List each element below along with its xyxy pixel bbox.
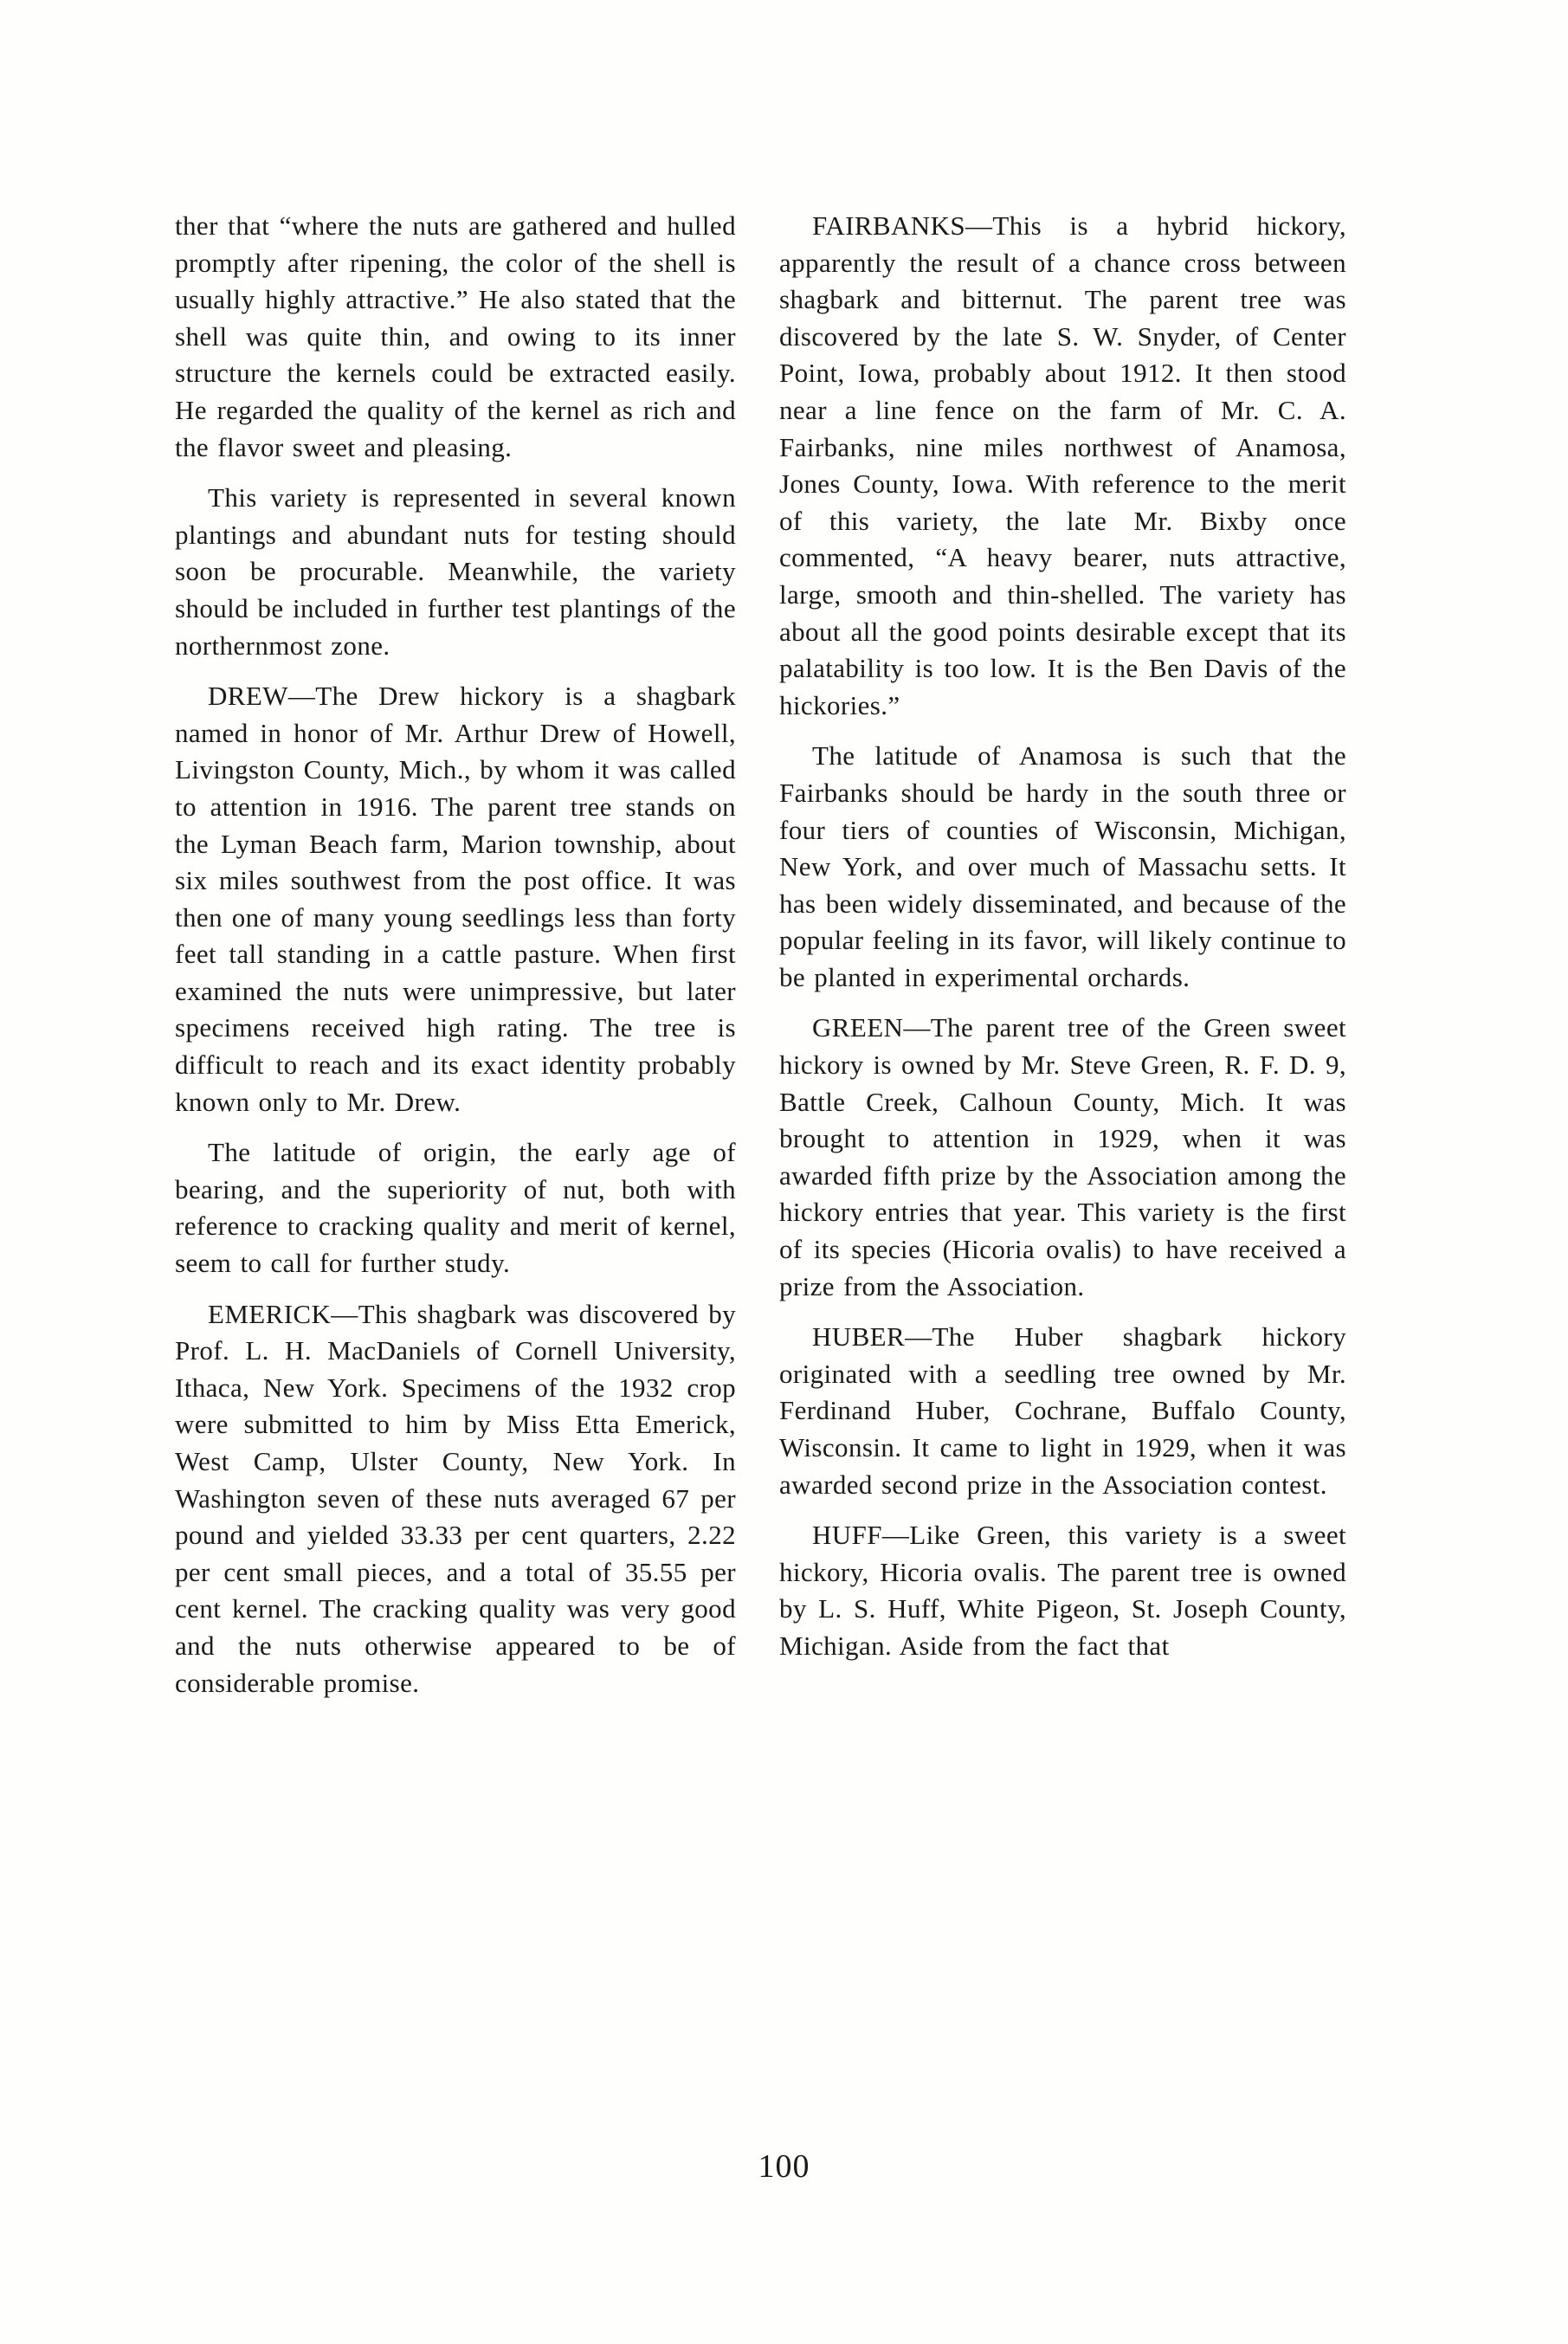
left-column (175, 208, 736, 1715)
paragraph-emerick: EMERICK—This shagbark was discovered by Prof. L. H. MacDaniels of Cornell University, Ithaca, New York. Specimens of the 1932 crop were submitted to him by Miss Etta Emerick, West Camp, Ulster County, New York. In Washington seven of these nuts averaged 67 per pound and yielded 33.33 per cent quarters, 2.22 per cent small pieces, and a total of 35.55 per cent kernel. The cracking quality was very good and the nuts otherwise appeared to be of considerable promise. (175, 1298, 736, 1698)
paragraph-drew: DREW—The Drew hickory is a shagbark named in honor of Mr. Arthur Drew of Howell, Livingston County, Mich., by whom it was called to attention in 1916. The parent tree stands on the Lyman Beach farm, Marion township, about six miles southwest from the post office. It was then one of many young seedlings less than forty feet tall standing in a cattle pasture. When first examined the nuts were unimpressive, but later specimens received high rating. The tree is difficult to reach and its exact identity probably known only to Mr. Drew. (175, 681, 736, 1117)
paragraph-fairbanks-latitude: The latitude of Anamosa is such that the Fairbanks should be hardy in the south three or four tiers of counties of Wisconsin, Michigan, New York, and over much of Massachu setts. It has been widely disseminated, and because of the popular feeling in its favor, will likely continue to be planted in experimental orchards. (779, 740, 1346, 992)
paragraph-green: GREEN—The parent tree of the Green sweet hickory is owned by Mr. Steve Green, R. F. D. 9, Battle Creek, Calhoun County, Mich. It was brought to attention in 1929, when it was awarded fifth prize by the Association among the hickory entries that year. This variety is the first of its species (Hicoria ovalis) to have received a prize from the Association. (779, 1012, 1346, 1301)
paragraph-variety-planting: This variety is represented in several known plantings and abundant nuts for testing should soon be procurable. Meanwhile, the variety should be included in further test plantings of the northernmost zone. (175, 482, 736, 661)
paragraph-fairbanks: FAIRBANKS—This is a hybrid hickory, apparently the result of a chance cross between shagbark and bitternut. The parent tree was discovered by the late S. W. Snyder, of Center Point, Iowa, probably about 1912. It then stood near a line fence on the farm of Mr. C. A. Fairbanks, nine miles northwest of Anamosa, Jones County, Iowa. With reference to the merit of this variety, the late Mr. Bixby once commented, “A heavy bearer, nuts attractive, large, smooth and thin-shelled. The variety has about all the good points desirable except that its palatability is too low. It is the Ben Davis of the hickories.” (779, 210, 1346, 720)
right-column (779, 208, 1346, 1679)
paragraph-huff: HUFF—Like Green, this variety is a sweet hickory, Hicoria ovalis. The parent tree is owned by L. S. Huff, White Pigeon, St. Joseph County, Michigan. Aside from the fact that (779, 1520, 1346, 1661)
paragraph-drew-latitude: The latitude of origin, the early age of bearing, and the superiority of nut, both with reference to cracking quality and merit of kernel, seem to call for further study. (175, 1137, 736, 1279)
paragraph-huber: HUBER—The Huber shagbark hickory originated with a seedling tree owned by Mr. Ferdinand Huber, Cochrane, Buffalo County, Wisconsin. It came to light in 1929, when it was awarded second prize in the Association contest. (779, 1321, 1346, 1500)
paragraph-continuation: ther that “where the nuts are gathered and hulled promptly after ripening, the color of the shell is usually highly attractive.” He also stated that the shell was quite thin, and owing to its inner structure the kernels could be extracted easily. He regarded the quality of the kernel as rich and the flavor sweet and pleasing. (175, 210, 736, 462)
page-number: 100 (758, 2148, 810, 2185)
